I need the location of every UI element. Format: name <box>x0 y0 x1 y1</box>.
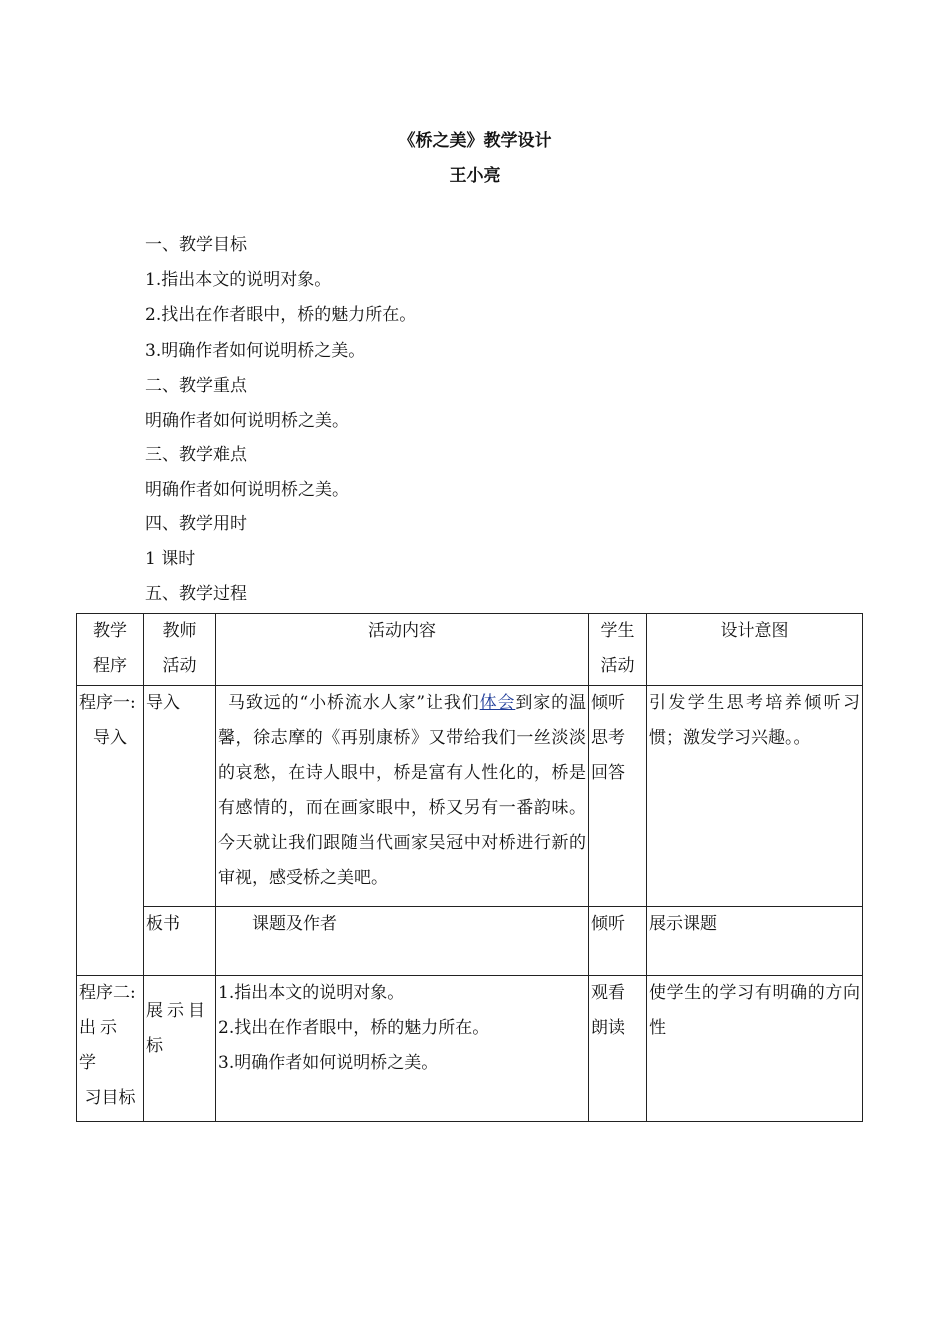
row3-teacher-activity: 展示目 标 <box>144 976 216 1122</box>
section-heading-difficulties: 三、教学难点 <box>145 445 247 465</box>
objective-3: 3.明确作者如何说明桥之美。 <box>145 341 366 361</box>
header-student-activity: 学生 活动 <box>589 614 647 686</box>
row2-teacher-activity: 板书 <box>144 907 216 976</box>
row2-content: 课题及作者 <box>216 907 589 976</box>
table-row <box>77 976 863 1122</box>
row3-student-activity: 观看 朗读 <box>589 976 647 1122</box>
document-title: 《桥之美》教学设计 <box>398 131 552 151</box>
row3-design-intent: 使学生的学习有明确的方向性 <box>647 976 863 1122</box>
section-heading-process: 五、教学过程 <box>145 584 247 604</box>
header-teacher-activity: 教师 活动 <box>144 614 216 686</box>
section-heading-key-points: 二、教学重点 <box>145 376 247 396</box>
table-row <box>77 686 863 907</box>
section-heading-objectives: 一、教学目标 <box>145 235 247 255</box>
teaching-process-table <box>76 613 863 1122</box>
row1-program: 程序一: 导入 <box>77 686 144 976</box>
section-heading-duration: 四、教学用时 <box>145 514 247 534</box>
difficulty-text: 明确作者如何说明桥之美。 <box>145 480 349 500</box>
table-header-row <box>77 614 863 686</box>
document-author: 王小亮 <box>449 166 501 186</box>
row1-student-activity: 倾听 思考 回答 <box>589 686 647 907</box>
duration-text: 1 课时 <box>145 549 196 569</box>
objective-1: 1.指出本文的说明对象。 <box>145 270 332 290</box>
header-program: 教学 程序 <box>77 614 144 686</box>
content-link[interactable]: 体会 <box>479 693 516 713</box>
header-design-intent: 设计意图 <box>647 614 863 686</box>
row2-design-intent: 展示课题 <box>647 907 863 976</box>
key-point-text: 明确作者如何说明桥之美。 <box>145 411 349 431</box>
row3-content: 1.指出本文的说明对象。 2.找出在作者眼中，桥的魅力所在。 3.明确作者如何说明桥之美。 <box>216 976 589 1122</box>
row1-teacher-activity: 导入 <box>144 686 216 907</box>
row2-student-activity: 倾听 <box>589 907 647 976</box>
row1-content: 马致远的“小桥流水人家”让我们体会到家的温馨，徐志摩的《再别康桥》又带给我们一丝淡淡的哀愁，在诗人眼中，桥是富有人性化的，桥是有感情的，而在画家眼中，桥又另有一番韵味。今天就让我们跟随当代画家吴冠中对桥进行新的审视，感受桥之美吧。 <box>216 686 589 907</box>
table-row <box>77 907 863 976</box>
objective-2: 2.找出在作者眼中，桥的魅力所在。 <box>145 305 417 325</box>
row3-program: 程序二: 出示学 习目标 <box>77 976 144 1122</box>
header-content: 活动内容 <box>216 614 589 686</box>
row1-design-intent: 引发学生思考培养倾听习惯；激发学习兴趣。。 <box>647 686 863 907</box>
